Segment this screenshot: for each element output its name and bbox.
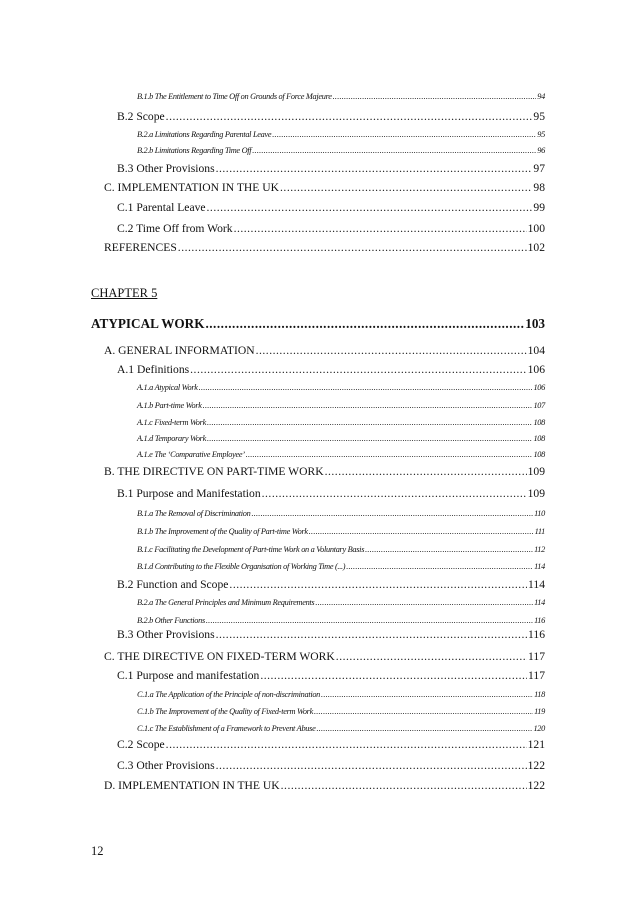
toc-entry-label: C.1.a The Application of the Principle of non-discrimination <box>137 690 321 699</box>
toc-entry-page: 114 <box>534 598 545 607</box>
toc-entry-page: 118 <box>534 690 545 699</box>
toc-entry-page: 97 <box>533 162 545 175</box>
toc-entry[interactable] <box>137 146 545 155</box>
toc-entry-label: C.1.c The Establishment of a Framework to Prevent Abuse <box>137 724 316 733</box>
toc-entry[interactable] <box>117 578 545 591</box>
dot-leader <box>178 241 527 254</box>
dot-leader <box>321 690 533 699</box>
toc-entry[interactable] <box>137 418 545 427</box>
toc-entry-label: C.1 Parental Leave <box>117 201 206 214</box>
dot-leader <box>216 628 527 641</box>
toc-entry-label: C.2 Scope <box>117 738 165 751</box>
toc-entry-page: 108 <box>533 434 545 443</box>
dot-leader <box>207 201 533 214</box>
toc-entry-label: A.1.d Temporary Work <box>137 434 206 443</box>
dot-leader <box>333 92 537 101</box>
toc-entry-page: 106 <box>527 363 545 376</box>
toc-entry-page: 95 <box>533 110 545 123</box>
toc-entry[interactable] <box>137 401 545 410</box>
toc-entry-label: D. IMPLEMENTATION IN THE UK <box>104 779 280 792</box>
part-title[interactable] <box>91 316 545 332</box>
toc-entry-label: B.1.c Facilitating the Development of Part-time Work on a Voluntary Basis <box>137 545 365 554</box>
toc-entry-page: 100 <box>527 222 545 235</box>
toc-entry-page: 119 <box>534 707 545 716</box>
dot-leader <box>336 650 527 663</box>
toc-entry-page: 122 <box>527 759 545 772</box>
dot-leader <box>280 181 532 194</box>
toc-entry-page: 96 <box>537 146 545 155</box>
toc-entry[interactable] <box>104 650 545 663</box>
toc-entry[interactable] <box>117 363 545 376</box>
dot-leader <box>229 578 527 591</box>
dot-leader <box>216 162 533 175</box>
toc-entry-label: C. THE DIRECTIVE ON FIXED-TERM WORK <box>104 650 335 663</box>
dot-leader <box>216 759 527 772</box>
toc-entry[interactable] <box>104 344 545 357</box>
toc-entry[interactable] <box>137 724 545 733</box>
toc-entry-page: 117 <box>528 650 545 663</box>
toc-entry-page: 117 <box>528 669 545 682</box>
toc-entry-label: A.1.e The ‘Comparative Employee’ <box>137 450 245 459</box>
toc-entry[interactable] <box>117 222 545 235</box>
toc-entry[interactable] <box>117 669 545 682</box>
dot-leader <box>272 130 536 139</box>
dot-leader <box>262 487 527 500</box>
chapter-label: CHAPTER 5 <box>91 286 158 300</box>
part-title-label: ATYPICAL WORK <box>91 316 205 331</box>
dot-leader <box>166 110 533 123</box>
toc-entry-label: B.1.b The Entitlement to Time Off on Grounds of Force Majeure <box>137 92 332 101</box>
toc-entry-page: 116 <box>528 628 545 641</box>
toc-entry-page: 110 <box>534 509 545 518</box>
toc-entry[interactable] <box>117 162 545 175</box>
dot-leader <box>281 779 527 792</box>
toc-entry-label: A.1.b Part-time Work <box>137 401 202 410</box>
toc-entry[interactable] <box>104 465 545 478</box>
toc-entry[interactable] <box>137 92 545 101</box>
page-number: 12 <box>91 844 104 858</box>
dot-leader <box>365 545 533 554</box>
toc-entry-label: B.2.b Other Functions <box>137 616 205 625</box>
toc-entry-label: B.2 Scope <box>117 110 165 123</box>
toc-entry-page: 106 <box>533 383 545 392</box>
toc-entry[interactable] <box>117 628 545 641</box>
toc-entry-page: 112 <box>534 545 545 554</box>
toc-entry-label: B. THE DIRECTIVE ON PART-TIME WORK <box>104 465 324 478</box>
toc-entry-page: 108 <box>533 418 545 427</box>
dot-leader <box>325 465 527 478</box>
dot-leader <box>234 222 527 235</box>
dot-leader <box>309 527 534 536</box>
toc-entry-page: 111 <box>534 527 545 536</box>
toc-entry[interactable] <box>137 527 545 536</box>
toc-entry-label: B.1.b The Improvement of the Quality of Part-time Work <box>137 527 308 536</box>
dot-leader <box>315 598 533 607</box>
toc-entry[interactable] <box>137 562 545 571</box>
toc-entry[interactable] <box>137 545 545 554</box>
toc-entry-label: C.1 Purpose and manifestation <box>117 669 260 682</box>
toc-entry[interactable] <box>137 450 545 459</box>
toc-entry-label: B.1.a The Removal of Discrimination <box>137 509 251 518</box>
toc-entry-page: 109 <box>527 465 545 478</box>
dot-leader <box>207 434 532 443</box>
dot-leader <box>166 738 527 751</box>
toc-entry-page: 114 <box>534 562 545 571</box>
toc-entry-page: 108 <box>533 450 545 459</box>
toc-entry-page: 98 <box>533 181 545 194</box>
toc-entry-page: 107 <box>533 401 545 410</box>
toc-entry[interactable] <box>137 598 545 607</box>
toc-entry-label: B.3 Other Provisions <box>117 162 215 175</box>
toc-entry-page: 120 <box>533 724 545 733</box>
toc-entry[interactable] <box>104 241 545 254</box>
toc-entry-page: 102 <box>527 241 545 254</box>
dot-leader <box>190 363 526 376</box>
toc-entry-page: 121 <box>527 738 545 751</box>
dot-leader <box>316 724 532 733</box>
dot-leader <box>203 401 533 410</box>
toc-entry-label: B.2.a Limitations Regarding Parental Leave <box>137 130 272 139</box>
part-title-page: 103 <box>525 316 545 331</box>
toc-entry[interactable] <box>137 509 545 518</box>
toc-entry-label: C.1.b The Improvement of the Quality of Fixed-term Work <box>137 707 313 716</box>
dot-leader <box>199 383 533 392</box>
dot-leader <box>246 450 533 459</box>
toc-entry[interactable] <box>117 738 545 751</box>
toc-entry-label: B.2.a The General Principles and Minimum Requirements <box>137 598 315 607</box>
toc-entry-page: 94 <box>537 92 545 101</box>
dot-leader <box>251 509 533 518</box>
toc-entry[interactable] <box>117 759 545 772</box>
toc-entry-label: A.1.c Fixed-term Work <box>137 418 206 427</box>
toc-entry[interactable] <box>137 616 545 625</box>
toc-entry-label: REFERENCES <box>104 241 177 254</box>
toc-entry-page: 122 <box>527 779 545 792</box>
toc-entry-label: A. GENERAL INFORMATION <box>104 344 255 357</box>
toc-entry-label: B.3 Other Provisions <box>117 628 215 641</box>
toc-entry[interactable] <box>117 110 545 123</box>
toc-entry-page: 99 <box>533 201 545 214</box>
toc-entry-label: B.1 Purpose and Manifestation <box>117 487 261 500</box>
toc-entry-label: C.3 Other Provisions <box>117 759 215 772</box>
dot-leader <box>207 418 532 427</box>
toc-entry[interactable] <box>117 487 545 500</box>
toc-entry[interactable] <box>137 130 545 139</box>
toc-entry-label: B.2 Function and Scope <box>117 578 229 591</box>
dot-leader <box>252 146 536 155</box>
toc-entry-label: A.1.a Atypical Work <box>137 383 198 392</box>
toc-entry[interactable] <box>104 779 545 792</box>
toc-entry[interactable] <box>137 707 545 716</box>
dot-leader <box>314 707 533 716</box>
toc-entry-label: C.2 Time Off from Work <box>117 222 233 235</box>
toc-entry[interactable] <box>137 690 545 699</box>
toc-entry-page: 114 <box>528 578 545 591</box>
toc-entry-label: B.1.d Contributing to the Flexible Organisation of Working Time (...) <box>137 562 346 571</box>
toc-entry-label: A.1 Definitions <box>117 363 190 376</box>
toc-entry-page: 95 <box>537 130 545 139</box>
toc-entry-label: C. IMPLEMENTATION IN THE UK <box>104 181 280 194</box>
toc-entry[interactable] <box>104 181 545 194</box>
dot-leader <box>256 344 527 357</box>
dot-leader <box>346 562 533 571</box>
toc-entry[interactable] <box>137 383 545 392</box>
toc-entry-page: 104 <box>527 344 545 357</box>
toc-entry[interactable] <box>137 434 545 443</box>
dot-leader <box>260 669 527 682</box>
toc-entry-page: 116 <box>534 616 545 625</box>
dot-leader <box>205 316 524 332</box>
toc-entry-label: B.2.b Limitations Regarding Time Off <box>137 146 252 155</box>
dot-leader <box>206 616 533 625</box>
toc-entry[interactable] <box>117 201 545 214</box>
toc-entry-page: 109 <box>527 487 545 500</box>
